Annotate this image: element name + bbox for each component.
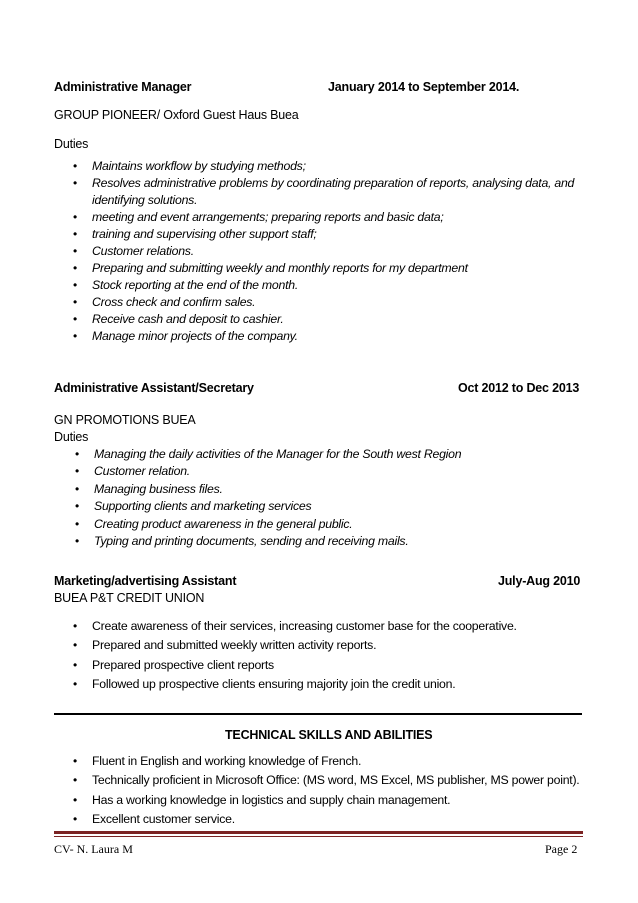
- list-item: • Maintains workflow by studying methods;: [73, 159, 306, 173]
- bullet-icon: •: [73, 261, 77, 275]
- list-item: • Customer relations.: [73, 244, 194, 258]
- bullet-icon: •: [73, 278, 77, 292]
- bullet-icon: •: [75, 447, 79, 461]
- job1-employer: GROUP PIONEER/ Oxford Guest Haus Buea: [54, 108, 299, 122]
- list-item: • Creating product awareness in the general public.: [75, 516, 353, 531]
- footer-rule: [54, 831, 583, 834]
- bullet-icon: •: [73, 329, 77, 343]
- list-item: • Managing the daily activities of the Manager for the South west Region: [75, 447, 462, 461]
- list-item: • Prepared and submitted weekly written activity reports.: [73, 638, 377, 653]
- job2-duties-label: Duties: [54, 430, 89, 444]
- list-item: • Receive cash and deposit to cashier.: [73, 312, 284, 326]
- job2-employer: GN PROMOTIONS BUEA: [54, 413, 196, 427]
- bullet-icon: •: [73, 676, 77, 691]
- job1-duties-label: Duties: [54, 137, 89, 151]
- list-item: • Technically proficient in Microsoft Office: (MS word, MS Excel, MS publisher, MS power point).: [73, 773, 580, 788]
- list-item: • training and supervising other support staff;: [73, 227, 317, 241]
- bullet-icon: •: [73, 210, 77, 224]
- list-item: • Preparing and submitting weekly and monthly reports for my department: [73, 261, 468, 275]
- skills-heading: TECHNICAL SKILLS AND ABILITIES: [225, 728, 433, 742]
- bullet-icon: •: [75, 464, 79, 479]
- bullet-icon: •: [73, 811, 77, 826]
- list-item: • Prepared prospective client reports: [73, 657, 274, 672]
- list-item: • Resolves administrative problems by coordinating preparation of reports, analysing data, and: [73, 176, 575, 190]
- list-item: • Typing and printing documents, sending and receiving mails.: [75, 533, 409, 548]
- bullet-icon: •: [73, 657, 77, 672]
- list-item: • Has a working knowledge in logistics and supply chain management.: [73, 792, 451, 807]
- job2-duties-list: [75, 447, 462, 551]
- job3-dates: July-Aug 2010: [498, 574, 581, 588]
- list-item: • Excellent customer service.: [73, 811, 235, 826]
- bullet-icon: •: [73, 638, 77, 653]
- bullet-icon: •: [73, 295, 77, 309]
- list-item: • meeting and event arrangements; preparing reports and basic data;: [73, 210, 444, 224]
- job2-title: Administrative Assistant/Secretary: [54, 381, 254, 395]
- list-item: • Fluent in English and working knowledge of French.: [73, 754, 362, 768]
- job3-employer: BUEA P&T CREDIT UNION: [54, 591, 205, 605]
- bullet-icon: •: [75, 481, 79, 496]
- bullet-icon: •: [73, 176, 77, 190]
- bullet-icon: •: [75, 516, 79, 531]
- list-item: • Supporting clients and marketing services: [75, 499, 312, 514]
- skills-list: [73, 754, 580, 831]
- bullet-icon: •: [73, 792, 77, 807]
- bullet-icon: •: [73, 773, 77, 788]
- list-item: • Followed up prospective clients ensuring majority join the credit union.: [73, 676, 456, 691]
- job1-dates: January 2014 to September 2014.: [328, 80, 520, 94]
- bullet-icon: •: [75, 533, 79, 548]
- section-divider: [54, 713, 582, 715]
- footer-left: CV- N. Laura M: [54, 842, 133, 856]
- list-item: • Create awareness of their services, increasing customer base for the cooperative.: [73, 619, 517, 633]
- footer-page-number: Page 2: [545, 842, 578, 856]
- footer-rule-thin: [54, 836, 583, 837]
- job1-title: Administrative Manager: [54, 80, 192, 94]
- list-item: • Cross check and confirm sales.: [73, 295, 256, 309]
- list-item: • Managing business files.: [75, 481, 223, 496]
- job2-dates: Oct 2012 to Dec 2013: [458, 381, 580, 395]
- bullet-icon: •: [73, 244, 77, 258]
- job3-duties-list: [73, 619, 517, 696]
- list-item: • Customer relation.: [75, 464, 190, 479]
- list-item-continuation: identifying solutions.: [92, 193, 198, 207]
- job1-duties-list: [73, 159, 575, 346]
- bullet-icon: •: [73, 619, 77, 633]
- bullet-icon: •: [73, 312, 77, 326]
- list-item: • Manage minor projects of the company.: [73, 329, 298, 343]
- bullet-icon: •: [73, 159, 77, 173]
- bullet-icon: •: [73, 754, 77, 768]
- bullet-icon: •: [75, 499, 79, 514]
- bullet-icon: •: [73, 227, 77, 241]
- list-item: • Stock reporting at the end of the month.: [73, 278, 299, 292]
- job3-title: Marketing/advertising Assistant: [54, 574, 237, 588]
